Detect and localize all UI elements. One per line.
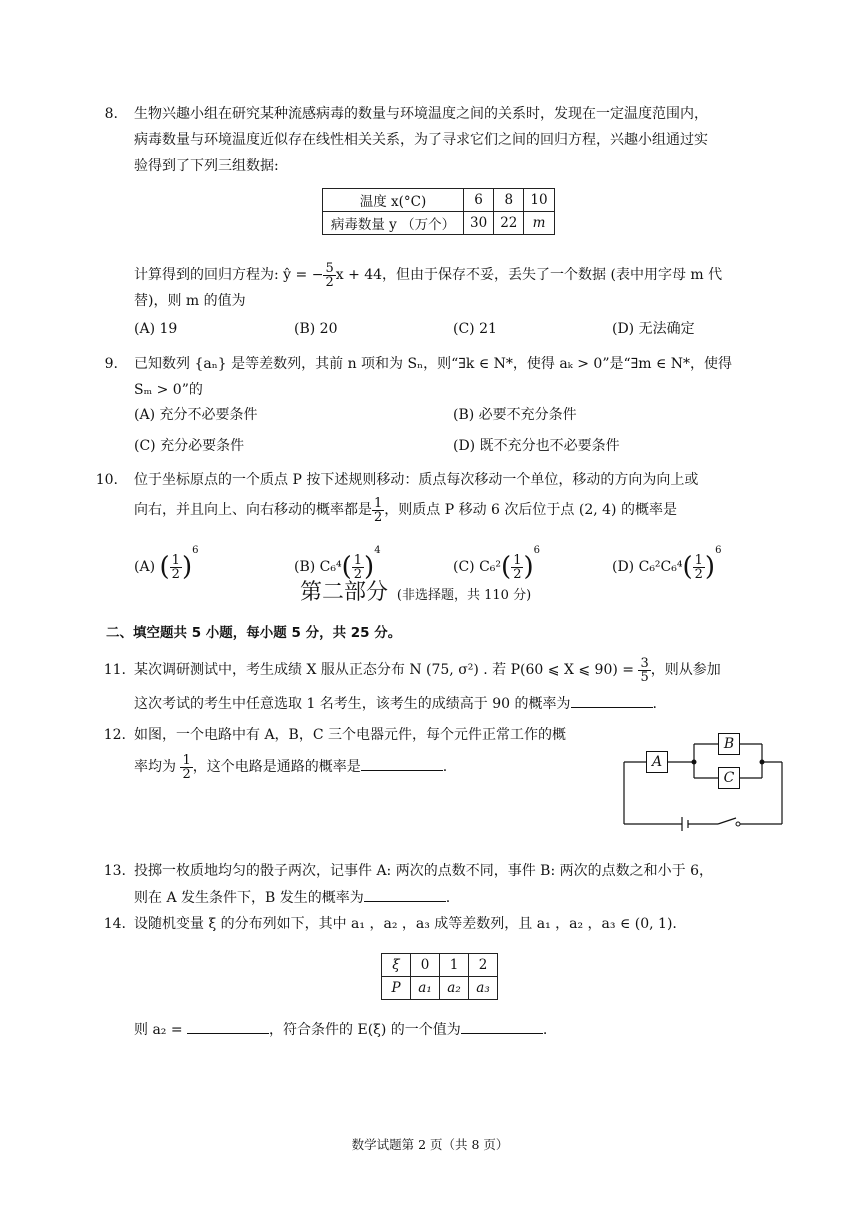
question-8-option-c: (C) 21 bbox=[453, 321, 497, 337]
left-paren-glyph: ( bbox=[682, 552, 693, 582]
section-two-heading: 二、填空题共 5 小题，每小题 5 分，共 25 分。 bbox=[106, 625, 402, 641]
part-two-subtitle: (非选择题，共 110 分) bbox=[396, 588, 532, 603]
fraction-denominator: 5 bbox=[640, 669, 649, 685]
fraction-denominator: 2 bbox=[374, 509, 383, 525]
answer-blank bbox=[361, 756, 443, 771]
question-14-number: 14. bbox=[103, 916, 126, 932]
table-cell: m bbox=[524, 212, 554, 235]
question-10-option-a bbox=[134, 534, 198, 584]
table-cell: 8 bbox=[494, 189, 524, 212]
question-14-text-a: 则 a₂ = bbox=[134, 1022, 183, 1038]
option-exponent: 6 bbox=[715, 545, 722, 556]
fraction-denominator: 2 bbox=[325, 274, 334, 290]
fraction-numerator: 3 bbox=[640, 655, 649, 671]
table-cell: 30 bbox=[464, 212, 494, 235]
table-row bbox=[323, 189, 555, 212]
answer-blank bbox=[461, 1019, 543, 1034]
table-cell: 22 bbox=[494, 212, 524, 235]
question-12-line-1: 如图，一个电路中有 A，B，C 三个电器元件，每个元件正常工作的概 bbox=[134, 727, 567, 743]
fraction-numerator: 1 bbox=[374, 495, 383, 511]
option-exponent: 6 bbox=[533, 545, 540, 556]
table-cell: 2 bbox=[469, 954, 498, 977]
question-10-text-a: 向右，并且向上、向右移动的概率都是 bbox=[134, 502, 372, 518]
question-11-number: 11. bbox=[103, 662, 126, 678]
option-label: (A) bbox=[134, 559, 156, 575]
question-9-option-a: (A) 充分不必要条件 bbox=[134, 407, 258, 423]
fraction bbox=[638, 657, 650, 684]
fraction-numerator: 1 bbox=[694, 552, 703, 568]
table-cell: ξ bbox=[382, 954, 411, 977]
question-10-number: 10. bbox=[95, 472, 118, 488]
question-14-line-2 bbox=[134, 1019, 547, 1039]
fraction-numerator: 1 bbox=[353, 552, 363, 568]
fraction-denominator: 2 bbox=[171, 566, 180, 582]
question-11-text-a: 某次调研测试中，考生成绩 X 服从正态分布 N (75, σ²) . 若 P(60 ⩽ X ⩽ 90) = bbox=[134, 662, 635, 678]
question-9-option-d: (D) 既不充分也不必要条件 bbox=[453, 438, 620, 454]
option-label: (D) bbox=[612, 559, 635, 575]
question-14-text-b: ，符合条件的 E(ξ) 的一个值为 bbox=[269, 1022, 461, 1038]
question-10-line-1: 位于坐标原点的一个质点 P 按下述规则移动：质点每次移动一个单位，移动的方向为向上或 bbox=[134, 472, 699, 488]
question-11-text-b: ，则从参加 bbox=[650, 662, 721, 678]
fraction-numerator: 1 bbox=[171, 552, 180, 568]
option-prefix: C₆²C₆⁴ bbox=[638, 559, 683, 575]
answer-blank bbox=[364, 887, 446, 902]
table-row bbox=[382, 977, 498, 1000]
table-cell: a₁ bbox=[411, 977, 440, 1000]
table-cell: 0 bbox=[411, 954, 440, 977]
question-8-line-2: 病毒数量与环境温度近似存在线性相关关系，为了寻求它们之间的回归方程，兴趣小组通过实 bbox=[134, 132, 708, 148]
fraction bbox=[372, 497, 384, 524]
component-c-box: C bbox=[718, 767, 740, 789]
question-11-line-2 bbox=[134, 693, 657, 713]
fraction-denominator: 2 bbox=[694, 566, 703, 582]
fraction bbox=[352, 554, 364, 581]
left-paren-glyph: ( bbox=[341, 552, 352, 582]
period: . bbox=[542, 1022, 548, 1038]
question-10-option-c bbox=[453, 534, 540, 584]
question-8-line-3: 验得到了下列三组数据: bbox=[134, 158, 279, 174]
right-paren-glyph: ) bbox=[523, 552, 534, 582]
left-paren-glyph: ( bbox=[501, 552, 512, 582]
question-12-text-b: ，这个电路是通路的概率是 bbox=[192, 759, 361, 775]
question-10-option-d bbox=[612, 534, 721, 584]
question-9-number: 9. bbox=[104, 356, 118, 372]
question-9-line-2: Sₘ > 0”的 bbox=[134, 382, 203, 398]
question-8-data-table bbox=[322, 188, 555, 235]
question-12-text-a: 率均为 bbox=[134, 759, 176, 775]
option-label: (B) bbox=[294, 559, 316, 575]
question-9-option-b: (B) 必要不充分条件 bbox=[453, 407, 577, 423]
regression-text-a: 计算得到的回归方程为: ŷ = − bbox=[134, 267, 324, 283]
fraction-numerator: 1 bbox=[513, 552, 522, 568]
left-paren-glyph: ( bbox=[159, 552, 170, 582]
right-paren-glyph: ) bbox=[704, 552, 716, 582]
question-9-line-1: 已知数列 {aₙ} 是等差数列，其前 n 项和为 Sₙ，则“∃k ∈ N*，使得 aₖ > 0”是“∃m ∈ N*，使得 bbox=[134, 356, 733, 372]
period: . bbox=[442, 759, 448, 775]
question-13-text: 则在 A 发生条件下，B 发生的概率为 bbox=[134, 890, 364, 906]
component-a-box: A bbox=[646, 751, 668, 773]
question-13-line-2 bbox=[134, 887, 450, 907]
part-two-heading bbox=[300, 578, 531, 611]
option-label: (C) bbox=[453, 559, 475, 575]
question-14-distribution-table bbox=[381, 953, 498, 1000]
question-13-line-1: 投掷一枚质地均匀的骰子两次，记事件 A: 两次的点数不同，事件 B: 两次的点数之和小于 6， bbox=[134, 863, 713, 879]
question-8-option-a: (A) 19 bbox=[134, 321, 178, 337]
question-10-option-b bbox=[294, 534, 381, 584]
part-two-title: 第二部分 bbox=[300, 580, 389, 605]
answer-blank bbox=[571, 693, 653, 708]
question-12-line-2 bbox=[134, 750, 447, 784]
table-cell: a₂ bbox=[440, 977, 469, 1000]
option-exponent: 4 bbox=[374, 545, 381, 556]
fraction-denominator: 2 bbox=[182, 766, 191, 782]
fraction bbox=[323, 262, 335, 289]
table-cell: 温度 x(°C) bbox=[323, 189, 464, 212]
question-13-number: 13. bbox=[103, 863, 126, 879]
table-cell: 1 bbox=[440, 954, 469, 977]
question-10-line-2 bbox=[134, 493, 677, 527]
right-paren-glyph: ) bbox=[364, 552, 375, 582]
question-8-line-5: 替)，则 m 的值为 bbox=[134, 293, 246, 309]
question-8-number: 8. bbox=[104, 106, 118, 122]
option-prefix: C₆² bbox=[479, 559, 502, 575]
question-12-number: 12. bbox=[103, 727, 126, 743]
question-11-line-1 bbox=[134, 653, 721, 687]
fraction-numerator: 1 bbox=[182, 752, 191, 768]
question-8-option-d: (D) 无法确定 bbox=[612, 321, 695, 337]
table-cell: 10 bbox=[524, 189, 554, 212]
regression-text-b: x + 44，但由于保存不妥，丢失了一个数据 (表中用字母 m 代 bbox=[335, 267, 723, 283]
table-cell: a₃ bbox=[469, 977, 498, 1000]
period: . bbox=[445, 890, 451, 906]
component-b-box: B bbox=[718, 733, 740, 755]
right-paren-glyph: ) bbox=[181, 552, 193, 582]
circuit-wires bbox=[618, 728, 788, 838]
table-cell: 6 bbox=[464, 189, 494, 212]
fraction-numerator: 5 bbox=[325, 260, 334, 276]
question-11-text: 这次考试的考生中任意选取 1 名考生，该考生的成绩高于 90 的概率为 bbox=[134, 696, 571, 712]
table-cell: P bbox=[382, 977, 411, 1000]
question-8-regression-line bbox=[134, 258, 722, 292]
fraction bbox=[170, 554, 182, 581]
fraction bbox=[511, 554, 523, 581]
period: . bbox=[652, 696, 657, 712]
question-8-option-b: (B) 20 bbox=[294, 321, 338, 337]
option-prefix: C₆⁴ bbox=[319, 559, 342, 575]
circuit-diagram bbox=[618, 728, 788, 838]
question-10-text-b: ，则质点 P 移动 6 次后位于点 (2, 4) 的概率是 bbox=[384, 502, 677, 518]
table-row bbox=[323, 212, 555, 235]
page-footer: 数学试题第 2 页（共 8 页） bbox=[351, 1137, 509, 1152]
question-14-line-1: 设随机变量 ξ 的分布列如下，其中 a₁ ，a₂ ，a₃ 成等差数列，且 a₁ ，a₂ ，a₃ ∈ (0, 1). bbox=[134, 916, 677, 932]
fraction-denominator: 2 bbox=[353, 566, 363, 582]
fraction bbox=[693, 554, 705, 581]
question-9-option-c: (C) 充分必要条件 bbox=[134, 438, 245, 454]
answer-blank bbox=[187, 1019, 269, 1034]
question-8-line-1: 生物兴趣小组在研究某种流感病毒的数量与环境温度之间的关系时，发现在一定温度范围内， bbox=[134, 106, 708, 122]
table-row bbox=[382, 954, 498, 977]
fraction bbox=[180, 754, 192, 781]
fraction-denominator: 2 bbox=[513, 566, 522, 582]
table-cell: 病毒数量 y （万个） bbox=[323, 212, 464, 235]
option-exponent: 6 bbox=[192, 545, 199, 556]
